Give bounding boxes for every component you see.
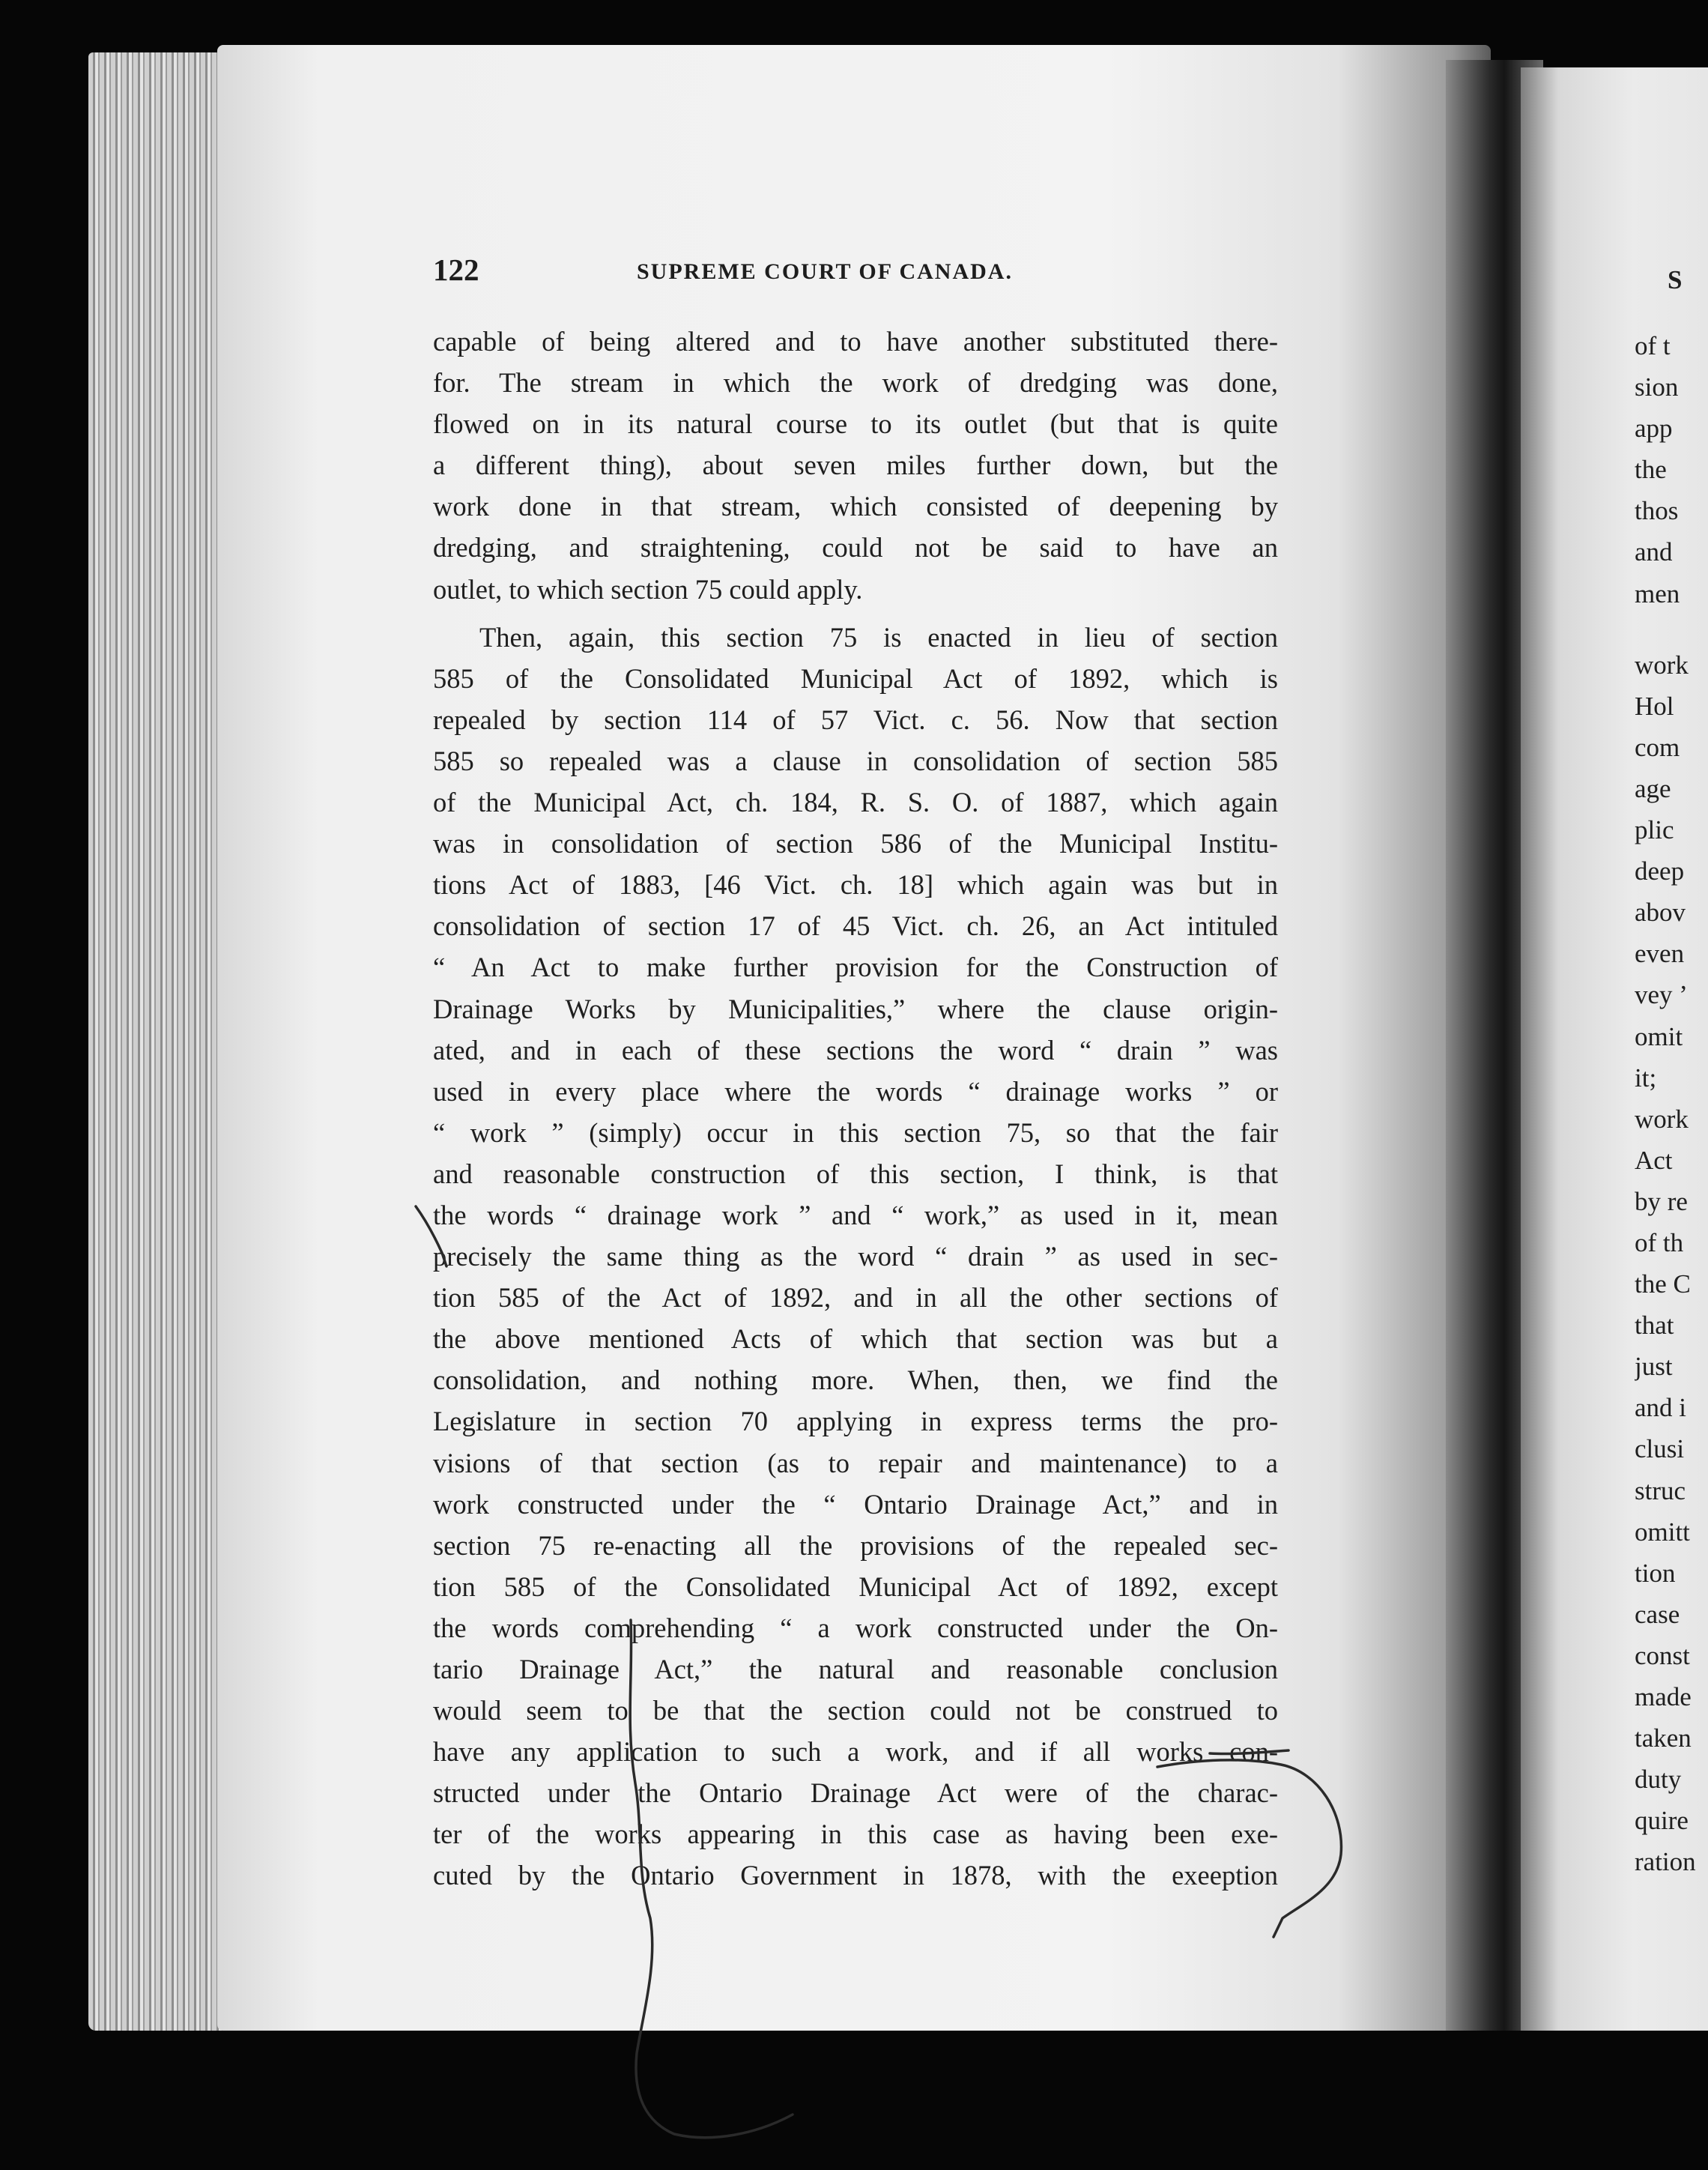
facing-page-line: omit bbox=[1635, 1021, 1683, 1051]
text-line: and reasonable construction of this section, I think, is that bbox=[433, 1158, 1278, 1189]
text-line: visions of that section (as to repair and maintenance) to a bbox=[433, 1447, 1278, 1478]
facing-page-line: taken bbox=[1635, 1723, 1692, 1753]
text-line: 585 so repealed was a clause in consolidation of section 585 bbox=[433, 745, 1278, 776]
facing-page-line: sion bbox=[1635, 372, 1679, 402]
facing-page-line: work bbox=[1635, 1104, 1689, 1134]
text-line: tario Drainage Act,” the natural and reasonable conclusion bbox=[433, 1654, 1278, 1684]
text-line: ated, and in each of these sections the word “ drain ” was bbox=[433, 1034, 1278, 1066]
facing-page-line: clusi bbox=[1635, 1434, 1685, 1464]
facing-page-text bbox=[1635, 253, 1708, 1882]
facing-page-line: work bbox=[1635, 650, 1689, 680]
facing-page-line: the C bbox=[1635, 1269, 1691, 1299]
facing-page-line: even bbox=[1635, 939, 1685, 969]
facing-page-running-head: S bbox=[1668, 265, 1683, 294]
facing-page-line: and bbox=[1635, 537, 1673, 567]
text-line: “ An Act to make further provision for the Construction of bbox=[433, 952, 1278, 983]
text-line: consolidation of section 17 of 45 Vict. ch. 26, an Act intituled bbox=[433, 910, 1278, 942]
facing-page-line: of t bbox=[1635, 331, 1671, 360]
facing-page-line: com bbox=[1635, 732, 1680, 762]
text-line: structed under the Ontario Drainage Act were of the charac- bbox=[433, 1777, 1278, 1809]
facing-page-line: thos bbox=[1635, 496, 1679, 526]
facing-page-line: that bbox=[1635, 1311, 1674, 1341]
text-line: tions Act of 1883, [46 Vict. ch. 18] which again was but in bbox=[433, 869, 1278, 901]
text-line: of the Municipal Act, ch. 184, R. S. O. of 1887, which again bbox=[433, 787, 1278, 818]
text-line: precisely the same thing as the word “ drain ” as used in sec- bbox=[433, 1241, 1278, 1272]
book-page-edges bbox=[88, 52, 223, 2031]
facing-page-line: duty bbox=[1635, 1765, 1682, 1795]
facing-page-line: quire bbox=[1635, 1806, 1689, 1836]
text-line: consolidation, and nothing more. When, then, we find the bbox=[433, 1364, 1278, 1396]
facing-page-line: men bbox=[1635, 578, 1680, 608]
text-line: was in consolidation of section 586 of the Municipal Institu- bbox=[433, 828, 1278, 859]
facing-page-line: Hol bbox=[1635, 691, 1674, 721]
page-number: 122 bbox=[433, 253, 479, 287]
facing-page-line: struc bbox=[1635, 1475, 1686, 1505]
facing-page-line: deep bbox=[1635, 856, 1685, 886]
facing-page-line: case bbox=[1635, 1599, 1680, 1629]
facing-page-line: age bbox=[1635, 773, 1671, 803]
text-line: repealed by section 114 of 57 Vict. c. 56. Now that section bbox=[433, 704, 1278, 735]
facing-page-line: app bbox=[1635, 414, 1673, 444]
text-line: tion 585 of the Act of 1892, and in all the other sections of bbox=[433, 1282, 1278, 1314]
facing-page-line: omitt bbox=[1635, 1517, 1690, 1547]
text-line: for. The stream in which the work of dredging was done, bbox=[433, 367, 1278, 399]
facing-page-line: the bbox=[1635, 455, 1667, 485]
text-line: ter of the works appearing in this case as having been exe- bbox=[433, 1819, 1278, 1850]
facing-page-line: just bbox=[1635, 1352, 1673, 1382]
body-text bbox=[433, 321, 1278, 1897]
text-line: 585 of the Consolidated Municipal Act of 1892, which is bbox=[433, 662, 1278, 694]
facing-page-line: by re bbox=[1635, 1186, 1688, 1216]
text-line: tion 585 of the Consolidated Municipal Act of 1892, except bbox=[433, 1571, 1278, 1602]
facing-page-line: vey ’ bbox=[1635, 980, 1688, 1010]
facing-page-line: plic bbox=[1635, 815, 1674, 845]
text-line: Then, again, this section 75 is enacted in lieu of section bbox=[479, 621, 1278, 653]
text-line: have any application to such a work, and if all works con- bbox=[433, 1736, 1278, 1768]
facing-page-line: const bbox=[1635, 1640, 1690, 1670]
facing-page-line: tion bbox=[1635, 1558, 1676, 1588]
text-line: used in every place where the words “ drainage works ” or bbox=[433, 1075, 1278, 1107]
text-line: cuted by the Ontario Government in 1878, with the exeeption bbox=[433, 1860, 1278, 1891]
running-head bbox=[433, 252, 1278, 297]
text-line: work constructed under the “ Ontario Drainage Act,” and in bbox=[433, 1488, 1278, 1520]
text-line: section 75 re-enacting all the provisions of the repealed sec- bbox=[433, 1529, 1278, 1561]
text-line: work done in that stream, which consisted of deepening by bbox=[433, 491, 1278, 522]
text-line: would seem to be that the section could not be construed to bbox=[433, 1695, 1278, 1726]
text-line: a different thing), about seven miles further down, but the bbox=[433, 450, 1278, 481]
facing-page-line: made bbox=[1635, 1682, 1692, 1711]
text-line: the words comprehending “ a work constructed under the On- bbox=[433, 1612, 1278, 1643]
text-line: outlet, to which section 75 could apply. bbox=[433, 573, 863, 605]
text-line: dredging, and straightening, could not be said to have an bbox=[433, 532, 1278, 563]
text-line: “ work ” (simply) occur in this section 75, so that the fair bbox=[433, 1116, 1278, 1148]
text-line: the words “ drainage work ” and “ work,” as used in it, mean bbox=[433, 1199, 1278, 1230]
running-head-title: SUPREME COURT OF CANADA. bbox=[637, 259, 1013, 284]
facing-page-line: it; bbox=[1635, 1063, 1657, 1092]
text-line: capable of being altered and to have another substituted there- bbox=[433, 326, 1278, 357]
facing-page-line: abov bbox=[1635, 898, 1686, 928]
text-line: the above mentioned Acts of which that section was but a bbox=[433, 1323, 1278, 1355]
facing-page-line: ration bbox=[1635, 1847, 1696, 1877]
text-line: flowed on in its natural course to its outlet (but that is quite bbox=[433, 408, 1278, 440]
facing-page-line: and i bbox=[1635, 1393, 1687, 1423]
facing-page-line: of th bbox=[1635, 1227, 1684, 1257]
text-line: Legislature in section 70 applying in express terms the pro- bbox=[433, 1406, 1278, 1437]
text-line: Drainage Works by Municipalities,” where the clause origin- bbox=[433, 993, 1278, 1024]
facing-page-line: Act bbox=[1635, 1145, 1673, 1175]
